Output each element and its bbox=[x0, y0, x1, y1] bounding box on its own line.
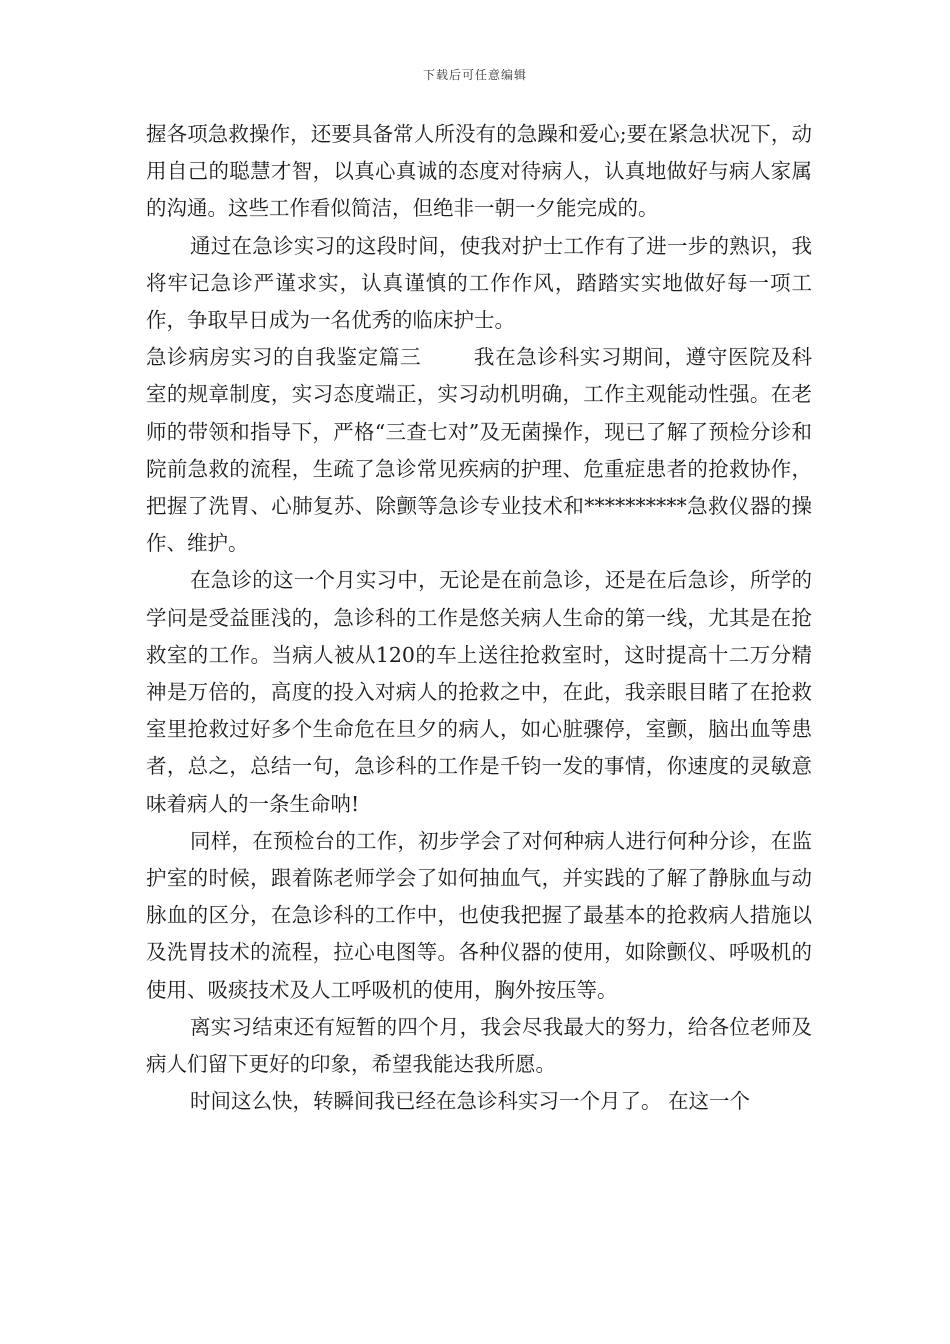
paragraph-1: 握各项急救操作，还要具备常人所没有的急躁和爱心;要在紧急状况下，动用自己的聪慧才智，以真心真诚的态度对待病人，认真地做好与病人家属的沟通。这些工作看似简洁，但绝非一朝一夕能完成的。 bbox=[146, 122, 812, 221]
paragraph-6: 离实习结束还有短暂的四个月，我会尽我最大的努力，给各位老师及病人们留下更好的印象，希望我能达我所愿。 bbox=[146, 1014, 812, 1077]
page-header: 下载后可任意编辑 bbox=[422, 68, 527, 82]
section-heading: 急诊病房实习的自我鉴定篇三 bbox=[146, 345, 422, 370]
paragraph-7: 时间这么快，转瞬间我已经在急诊科实习一个月了。 在这一个 bbox=[190, 1089, 751, 1114]
paragraph-4: 在急诊的这一个月实习中，无论是在前急诊，还是在后急诊，所学的学问是受益匪浅的，急诊科的工作是悠关病人生命的第一线，尤其是在抢救室的工作。当病人被从120的车上送往抢救室时，这时提高十二万分精神是万倍的，高度的投入对病人的抢救之中，在此，我亲眼目睹了在抢救室里抢救过好多个生命危在旦夕的病人，如心脏骤停，室颤，脑出血等患者，总之，总结一句，急诊科的工作是千钧一发的事情，你速度的灵敏意味着病人的一条生命呐! bbox=[146, 568, 812, 816]
paragraph-3 bbox=[146, 339, 812, 562]
paragraph-3-text: 我在急诊科实习期间，遵守医院及科室的规章制度，实习态度端正，实习动机明确，工作主观能动性强。在老师的带领和指导下，严格“三查七对”及无菌操作，现已了解了预检分诊和院前急救的流程，生疏了急诊常见疾病的护理、危重症患者的抢救协作，把握了洗胃、心肺复苏、除颤等急诊专业技术和**********急救仪器的操作、维护。 bbox=[146, 345, 813, 556]
paragraph-2: 通过在急诊实习的这段时间，使我对护士工作有了进一步的熟识，我将牢记急诊严谨求实，认真谨慎的工作作风，踏踏实实地做好每一项工作，争取早日成为一名优秀的临床护士。 bbox=[146, 233, 812, 333]
paragraph-5: 同样，在预检台的工作，初步学会了对何种病人进行何种分诊，在监护室的时候，跟着陈老师学会了如何抽血气，并实践的了解了静脉血与动脉血的区分，在急诊科的工作中，也使我把握了最基本的抢救病人措施以及洗胃技术的流程，拉心电图等。各种仪器的使用，如除颤仪、呼吸机的使用、吸痰技术及人工呼吸机的使用，胸外按压等。 bbox=[146, 828, 812, 1002]
document-body bbox=[146, 116, 812, 1120]
